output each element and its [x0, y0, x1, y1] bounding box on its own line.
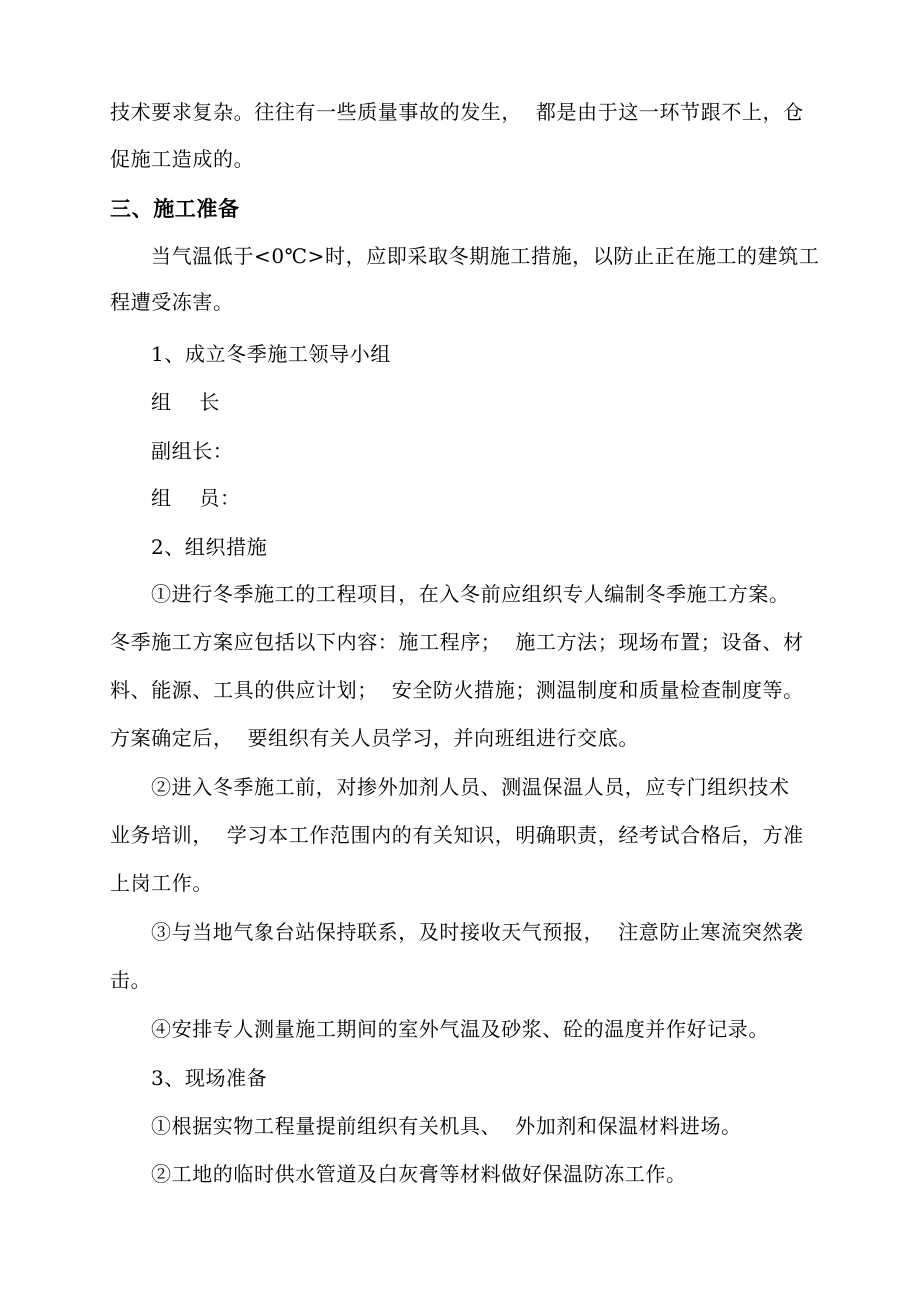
- measure1-line-1: ①进行冬季施工的工程项目，在入冬前应组织专人编制冬季施工方案。: [151, 582, 790, 606]
- site-prep-2: ②工地的临时供水管道及白灰膏等材料做好保温防冻工作。: [151, 1162, 687, 1186]
- measure2-line-2: 业务培训， 学习本工作范围内的有关知识，明确职责，经考试合格后，方准: [110, 823, 804, 847]
- measure2-line-3: 上岗工作。: [110, 871, 213, 895]
- member-label: 组 员：: [151, 486, 241, 510]
- item3-title: 3、现场准备: [151, 1066, 268, 1090]
- measure4-line-1: ④安排专人测量施工期间的室外气温及砂浆、砼的温度并作好记录。: [151, 1017, 769, 1041]
- intro-line-1: 技术要求复杂。往往有一些质量事故的发生， 都是由于这一环节跟不上，仓: [110, 100, 804, 124]
- measure1-line-2: 冬季施工方案应包括以下内容：施工程序； 施工方法；现场布置；设备、材: [110, 630, 804, 654]
- item2-title: 2、组织措施: [151, 535, 268, 559]
- measure1-line-4: 方案确定后， 要组织有关人员学习，并向班组进行交底。: [110, 726, 639, 750]
- intro-line-2: 促施工造成的。: [110, 147, 255, 171]
- deputy-label: 副组长：: [151, 439, 234, 463]
- item1-title: 1、成立冬季施工领导小组: [151, 342, 391, 366]
- leader-label: 组 长: [151, 390, 221, 414]
- para1-line-1: 当气温低于<0℃>时，应即采取冬期施工措施，以防止正在施工的建筑工: [151, 244, 820, 268]
- measure1-line-3: 料、能源、工具的供应计划； 安全防火措施；测温制度和质量检查制度等。: [110, 678, 804, 702]
- measure3-line-1: ③与当地气象台站保持联系，及时接收天气预报， 注意防止寒流突然袭: [151, 920, 804, 944]
- para1-line-2: 程遭受冻害。: [110, 290, 234, 314]
- section-heading: 三、施工准备: [110, 196, 240, 221]
- measure2-line-1: ②进入冬季施工前，对掺外加剂人员、测温保温人员，应专门组织技术: [151, 775, 790, 799]
- measure3-line-2: 击。: [110, 968, 152, 992]
- site-prep-1: ①根据实物工程量提前组织有关机具、 外加剂和保温材料进场。: [151, 1114, 742, 1138]
